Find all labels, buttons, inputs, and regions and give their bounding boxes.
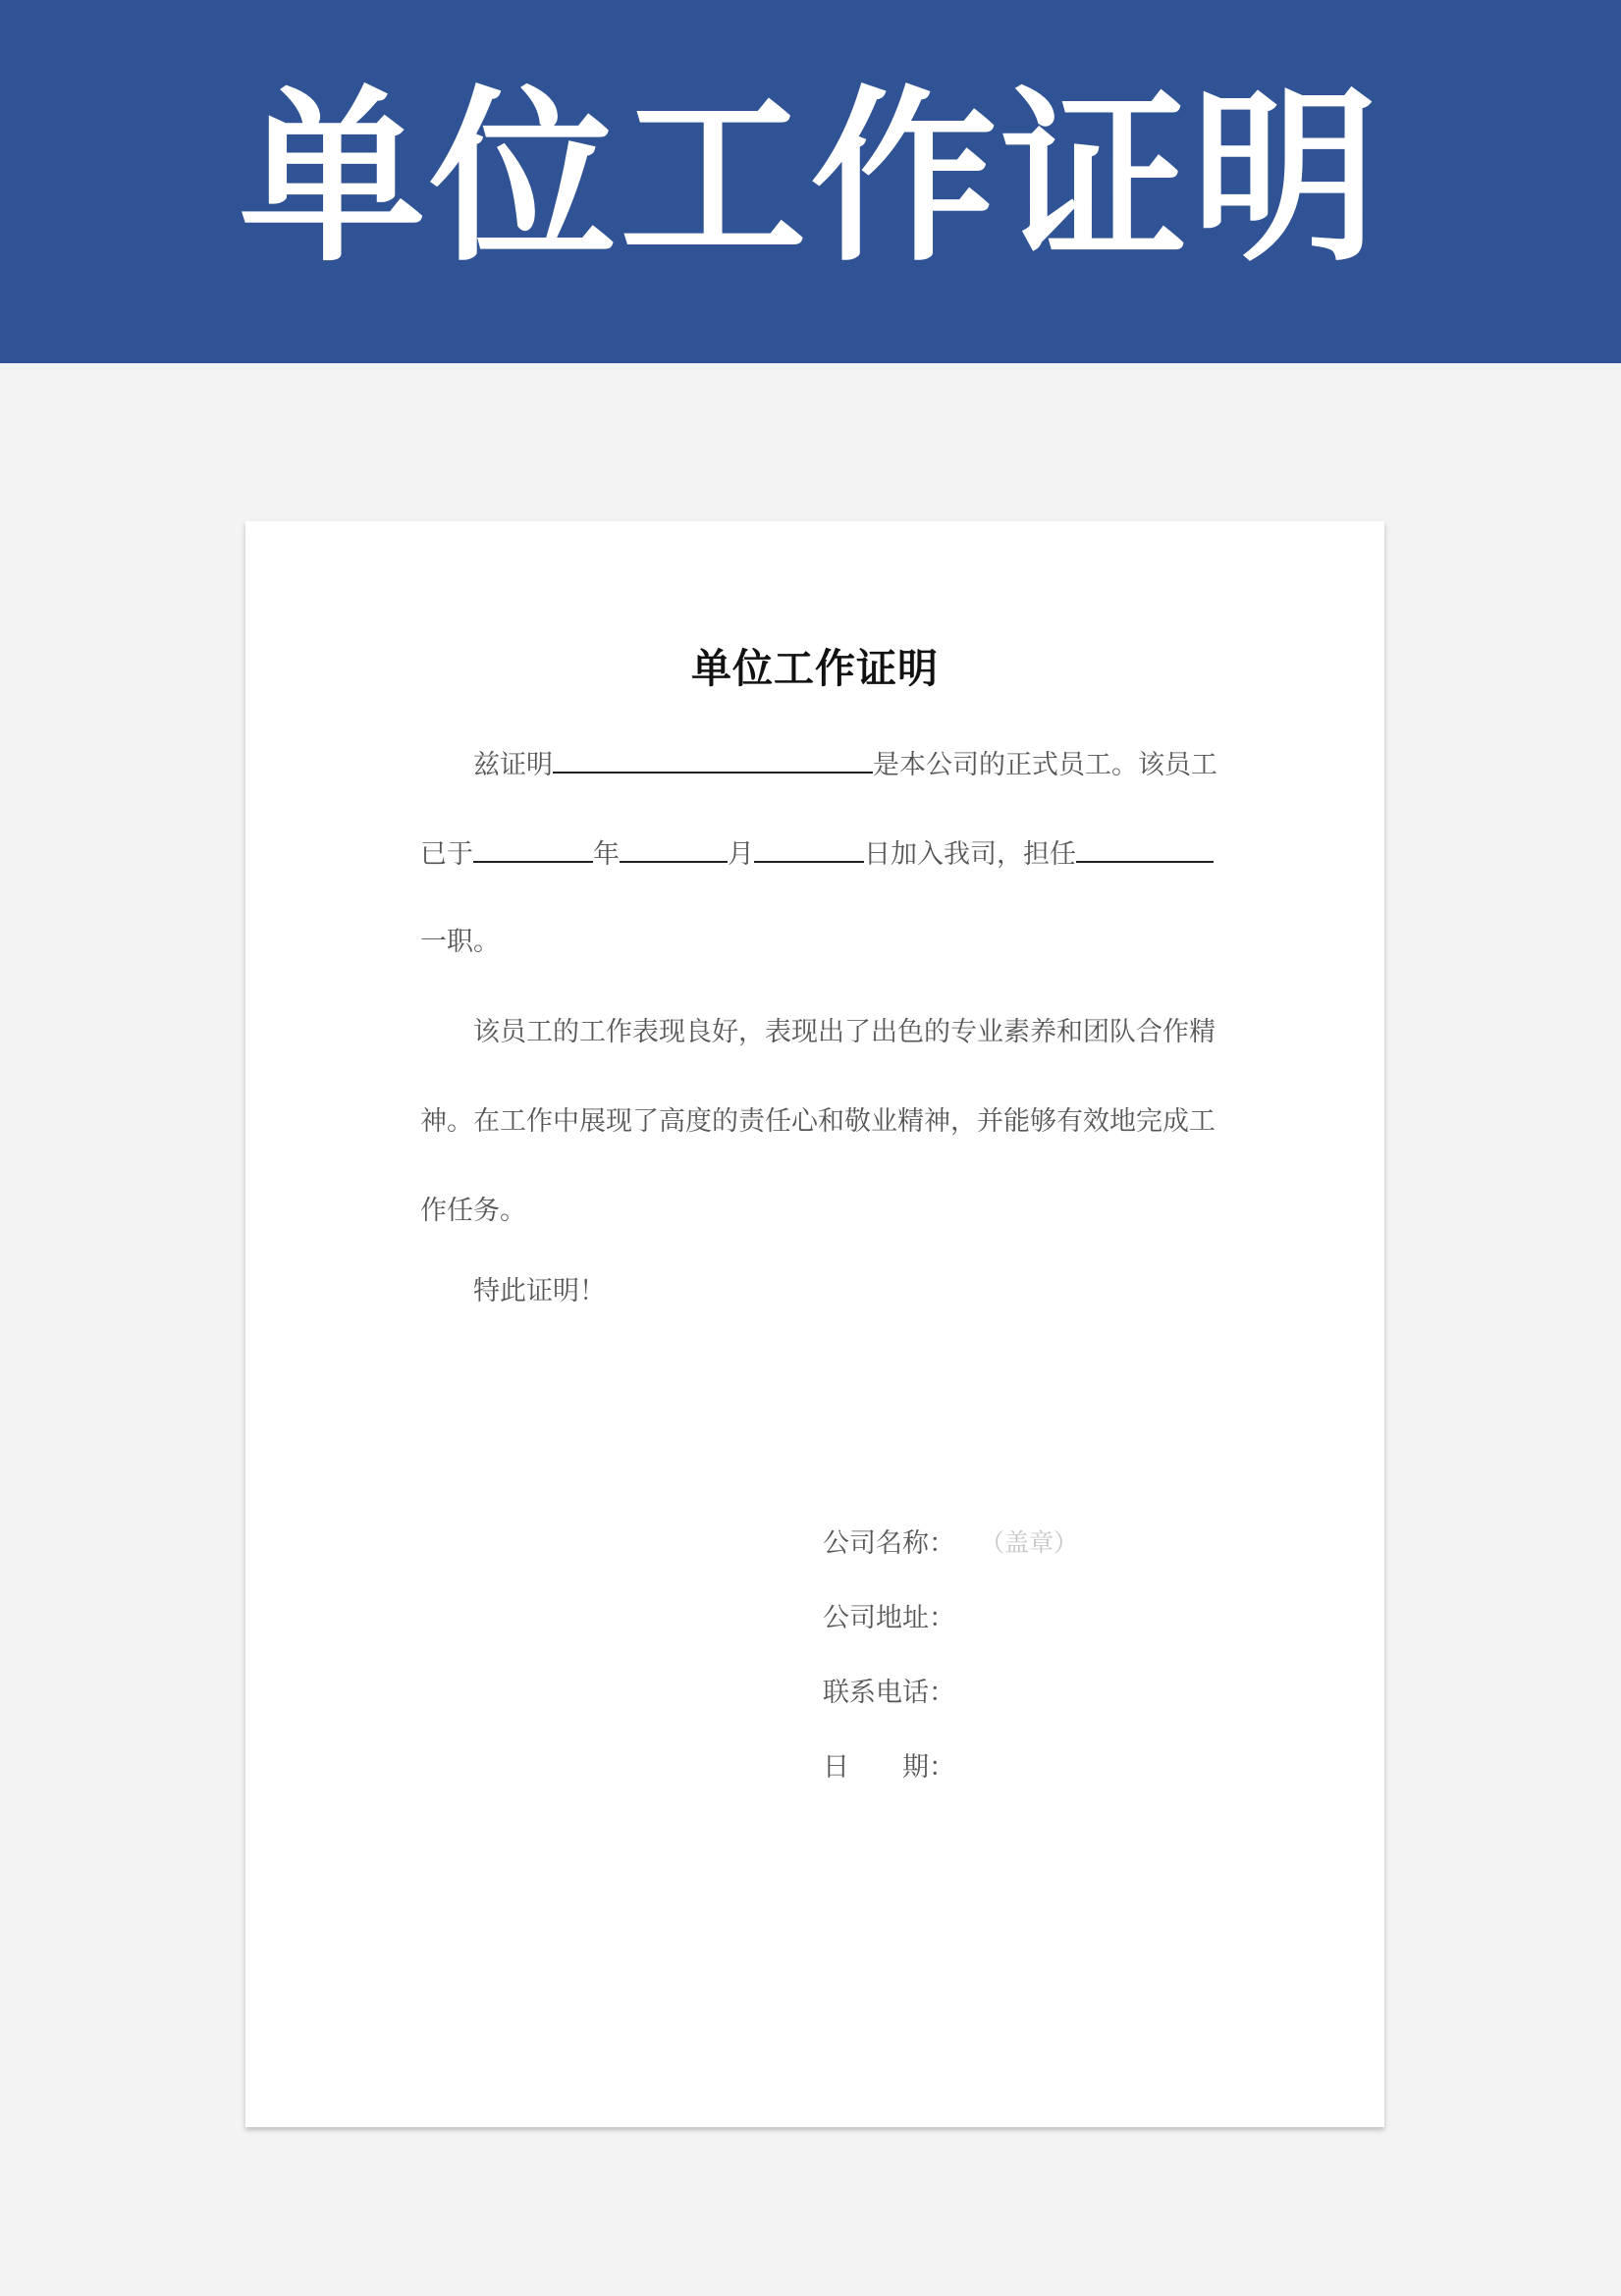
contact-phone-label: 联系电话： xyxy=(823,1678,955,1708)
text-day-join: 日加入我司，担任 xyxy=(864,839,1076,870)
text-year: 年 xyxy=(593,839,620,870)
year-blank[interactable] xyxy=(473,839,593,863)
paragraph-1-line-2 xyxy=(420,839,1214,868)
document-title: 单位工作证明 xyxy=(691,645,939,692)
position-blank[interactable] xyxy=(1076,839,1214,863)
banner-title: 单位工作证明 xyxy=(239,70,1382,287)
month-blank[interactable] xyxy=(620,839,728,863)
paragraph-2-line-3: 作任务。 xyxy=(420,1196,526,1226)
date-label: 日 期： xyxy=(823,1752,955,1783)
company-name-label: 公司名称： xyxy=(823,1528,955,1559)
day-blank[interactable] xyxy=(754,839,864,863)
certificate-page xyxy=(245,521,1384,2127)
paragraph-2-line-1: 该员工的工作表现良好，表现出了出色的专业素养和团队合作精 xyxy=(473,1017,1216,1047)
stamp-placeholder: （盖章） xyxy=(980,1528,1079,1557)
company-address-label: 公司地址： xyxy=(823,1603,955,1633)
paragraph-2-line-2: 神。在工作中展现了高度的责任心和敬业精神，并能够有效地完成工 xyxy=(420,1106,1216,1137)
text-yi-yu: 已于 xyxy=(420,839,473,870)
paragraph-1-line-3: 一职。 xyxy=(420,927,500,957)
paragraph-1-line-1 xyxy=(420,750,1267,778)
text-zi-zhengming: 兹证明 xyxy=(473,750,553,780)
closing-statement: 特此证明！ xyxy=(473,1276,606,1307)
employee-name-blank[interactable] xyxy=(553,750,873,774)
text-formal-employee: 是本公司的正式员工。该员工 xyxy=(873,750,1217,780)
header-banner xyxy=(0,0,1621,363)
text-month: 月 xyxy=(728,839,754,870)
